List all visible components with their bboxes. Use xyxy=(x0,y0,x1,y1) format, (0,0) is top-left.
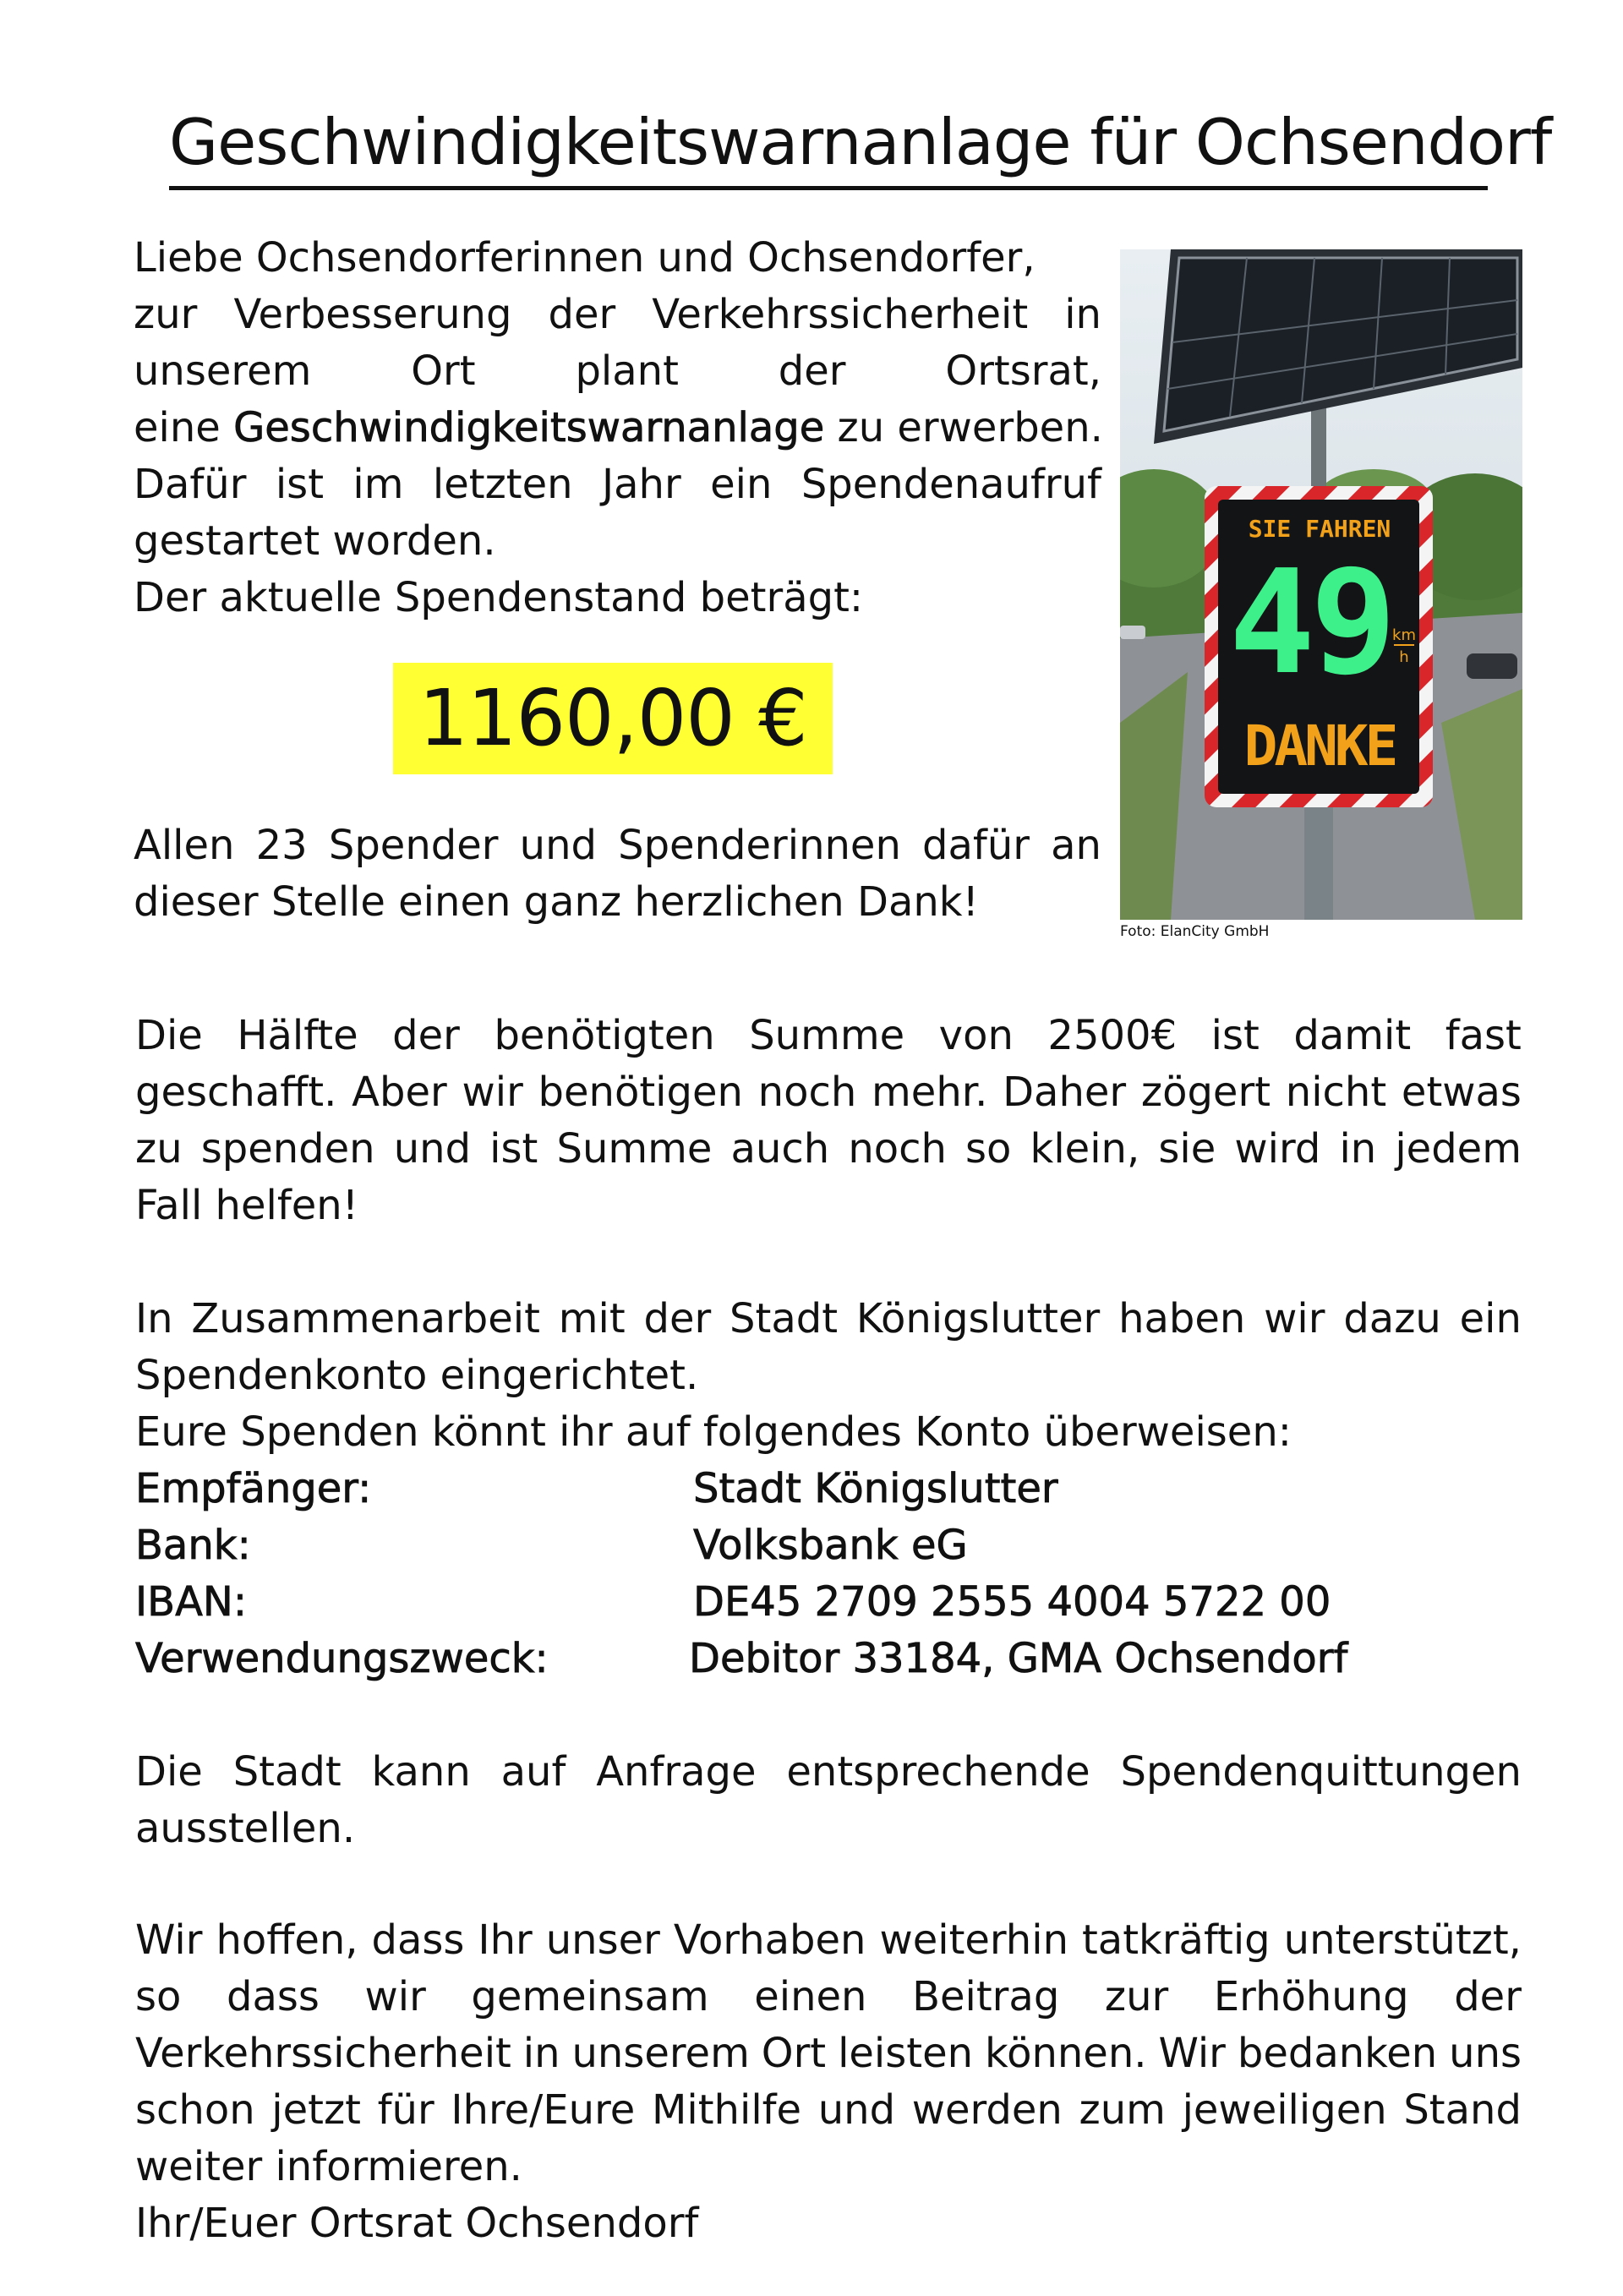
word: werden xyxy=(911,2086,1063,2134)
paragraph-closing xyxy=(135,1912,1522,2252)
word: Allen xyxy=(134,822,235,869)
sign-unit-bottom: h xyxy=(1399,648,1409,666)
word: hoffen, xyxy=(216,1916,358,1964)
word: der xyxy=(548,291,616,338)
word: benötigen xyxy=(538,1069,743,1116)
word: leisten xyxy=(838,2030,974,2077)
intro-line: Der aktuelle Spendenstand beträgt: xyxy=(134,574,864,621)
word: entsprechende xyxy=(786,1748,1090,1796)
word: an xyxy=(1051,822,1101,869)
word: zur xyxy=(1104,1973,1169,2020)
word: Hälfte xyxy=(237,1012,358,1059)
word: Ort xyxy=(411,347,476,395)
intro-line xyxy=(134,287,1101,343)
word: benötigten xyxy=(494,1012,715,1059)
word: ein xyxy=(1459,1295,1522,1342)
word: Verkehrssicherheit xyxy=(652,291,1029,338)
word: Beitrag xyxy=(912,1973,1060,2020)
intro-line xyxy=(134,400,1101,456)
word: Anfrage xyxy=(596,1748,757,1796)
word: Stand xyxy=(1403,2086,1522,2134)
word: 23 xyxy=(255,822,308,869)
bank-value: Volksbank eG xyxy=(693,1522,968,1569)
word: Spender xyxy=(328,822,499,869)
word: weiterhin xyxy=(879,1916,1068,1964)
word: der xyxy=(1454,1973,1522,2020)
word: fast xyxy=(1445,1012,1522,1059)
word: Mithilfe xyxy=(651,2086,802,2134)
word: ein xyxy=(710,461,773,508)
word: Zusammenarbeit xyxy=(191,1295,540,1342)
bank-row-recipient xyxy=(135,1461,1522,1517)
word: Stadt xyxy=(730,1295,839,1342)
word: noch xyxy=(757,1069,857,1116)
word: unserem xyxy=(571,2030,750,2077)
bank-row-iban xyxy=(135,1574,1522,1631)
word: dafür xyxy=(922,822,1030,869)
word: zu xyxy=(135,1125,183,1173)
word: können. xyxy=(984,2030,1147,2077)
word: zum xyxy=(1079,2086,1166,2134)
word: in xyxy=(522,2030,560,2077)
speed-sign-illustration xyxy=(1120,249,1522,920)
word: ist xyxy=(275,461,325,508)
bank-details xyxy=(135,1461,1522,1687)
word: wird xyxy=(1234,1125,1321,1173)
intro-text: zu erwerben. xyxy=(824,404,1103,451)
word: in xyxy=(1064,291,1101,338)
thanks-line xyxy=(134,817,1101,874)
paragraph-line: Eure Spenden könnt ihr auf folgendes Konto überweisen: xyxy=(135,1408,1292,1456)
word: jedem xyxy=(1395,1125,1522,1173)
word: damit xyxy=(1293,1012,1412,1059)
paragraph-line xyxy=(135,2025,1522,2082)
word: Spendenaufruf xyxy=(801,461,1101,508)
paragraph-line: ausstellen. xyxy=(135,1805,356,1852)
word: unser xyxy=(545,1916,660,1964)
word: dass xyxy=(226,1973,320,2020)
word: nicht xyxy=(1285,1069,1387,1116)
thanks-line: dieser Stelle einen ganz herzlichen Dank! xyxy=(134,878,979,926)
signature-line: Ihr/Euer Ortsrat Ochsendorf xyxy=(135,2200,699,2247)
purpose-label: Verwendungszweck: xyxy=(135,1635,549,1682)
word: bedanken xyxy=(1237,2030,1438,2077)
word: so xyxy=(965,1125,1012,1173)
word: wir xyxy=(1264,1295,1325,1342)
word: Summe xyxy=(749,1012,905,1059)
word: der xyxy=(643,1295,712,1342)
paragraph-account xyxy=(135,1291,1522,1461)
sign-unit-top: km xyxy=(1392,626,1416,644)
paragraph-receipts xyxy=(135,1744,1522,1857)
word: auch xyxy=(730,1125,830,1173)
word: noch xyxy=(848,1125,947,1173)
word: jetzt xyxy=(271,2086,361,2134)
recipient-value: Stadt Königslutter xyxy=(693,1465,1058,1512)
word: und xyxy=(519,822,597,869)
word: in xyxy=(1339,1125,1377,1173)
recipient-label: Empfänger: xyxy=(135,1465,372,1512)
word: Die xyxy=(135,1012,203,1059)
paragraph-line: weiter informieren. xyxy=(135,2143,522,2190)
word: zur xyxy=(134,291,198,338)
word: mit xyxy=(558,1295,626,1342)
word: 2500€ xyxy=(1047,1012,1178,1059)
word: In xyxy=(135,1295,173,1342)
sign-speed-text: 49 xyxy=(1228,539,1392,707)
word: Wir xyxy=(135,1916,203,1964)
intro-keyword: Geschwindigkeitswarnanlage xyxy=(233,404,825,451)
word: Die xyxy=(135,1748,203,1796)
intro-paragraph xyxy=(134,230,1101,626)
word: dazu xyxy=(1343,1295,1441,1342)
word: mehr. xyxy=(872,1069,988,1116)
bank-label: Bank: xyxy=(135,1522,251,1569)
paragraph-half-sum xyxy=(135,1008,1522,1234)
word: Verbesserung xyxy=(233,291,512,338)
word: gemeinsam xyxy=(471,1973,709,2020)
purpose-value: Debitor 33184, GMA Ochsendorf xyxy=(689,1635,1348,1682)
word: auf xyxy=(500,1748,566,1796)
sign-bottom-text: DANKE xyxy=(1243,713,1396,779)
paragraph-line xyxy=(135,1291,1522,1348)
page-title: Geschwindigkeitswarnanlage für Ochsendorf xyxy=(169,100,1488,190)
word: wir xyxy=(364,1973,426,2020)
word: so xyxy=(135,1973,182,2020)
paragraph-line: Spendenkonto eingerichtet. xyxy=(135,1352,699,1399)
paragraph-line xyxy=(135,1912,1522,1969)
intro-line xyxy=(134,343,1101,400)
word: von xyxy=(938,1012,1014,1059)
word: der xyxy=(778,347,846,395)
word: sie xyxy=(1158,1125,1216,1173)
word: Königslutter xyxy=(855,1295,1101,1342)
word: uns xyxy=(1449,2030,1522,2077)
intro-line: gestartet worden. xyxy=(134,517,496,565)
word: Wir xyxy=(1158,2030,1226,2077)
word: Summe xyxy=(556,1125,713,1173)
word: Aber xyxy=(352,1069,447,1116)
word: und xyxy=(393,1125,472,1173)
word: spenden xyxy=(200,1125,375,1173)
word: Ortsrat, xyxy=(945,347,1101,395)
word: und xyxy=(817,2086,896,2134)
paragraph-line: Fall helfen! xyxy=(135,1182,358,1229)
thanks-paragraph xyxy=(134,817,1101,931)
word: ist xyxy=(489,1125,538,1173)
paragraph-line xyxy=(135,1121,1522,1178)
intro-text: eine xyxy=(134,404,234,451)
iban-label: IBAN: xyxy=(135,1578,247,1626)
word: Ihre/Eure xyxy=(451,2086,636,2134)
bank-row-bank xyxy=(135,1517,1522,1574)
word: unserem xyxy=(134,347,312,395)
word: Erhöhung xyxy=(1213,1973,1409,2020)
word: kann xyxy=(371,1748,471,1796)
bank-row-purpose xyxy=(135,1631,1522,1687)
paragraph-line xyxy=(135,1008,1522,1064)
word: letzten xyxy=(432,461,573,508)
word: im xyxy=(352,461,404,508)
word: Vorhaben xyxy=(673,1916,866,1964)
word: dass xyxy=(371,1916,465,1964)
word: für xyxy=(377,2086,434,2134)
word: plant xyxy=(575,347,679,395)
word: zögert xyxy=(1140,1069,1271,1116)
photo-credit: Foto: ElanCity GmbH xyxy=(1120,923,1270,940)
word: tatkräftig xyxy=(1081,1916,1271,1964)
word: Spenderinnen xyxy=(618,822,901,869)
word: Ihr xyxy=(478,1916,533,1964)
iban-value: DE45 2709 2555 4004 5722 00 xyxy=(693,1578,1331,1626)
paragraph-line xyxy=(135,1064,1522,1121)
speed-sign-photo xyxy=(1120,249,1522,920)
paragraph-line xyxy=(135,1969,1522,2025)
word: Dafür xyxy=(134,461,247,508)
word: geschafft. xyxy=(135,1069,337,1116)
paragraph-line xyxy=(135,2082,1522,2139)
word: der xyxy=(392,1012,460,1059)
word: haben xyxy=(1118,1295,1246,1342)
paragraph-line xyxy=(135,1744,1522,1801)
word: ist xyxy=(1210,1012,1260,1059)
intro-line: Liebe Ochsendorferinnen und Ochsendorfer, xyxy=(134,234,1036,282)
word: klein, xyxy=(1030,1125,1140,1173)
intro-line xyxy=(134,456,1101,513)
word: Ort xyxy=(761,2030,827,2077)
sign-top-text: SIE FAHREN xyxy=(1248,515,1391,543)
word: Daher xyxy=(1003,1069,1127,1116)
word: unterstützt, xyxy=(1283,1916,1522,1964)
word: Stadt xyxy=(232,1748,342,1796)
word: Spendenquittungen xyxy=(1120,1748,1522,1796)
word: Verkehrssicherheit xyxy=(135,2030,511,2077)
word: wir xyxy=(462,1069,523,1116)
word: Jahr xyxy=(601,461,681,508)
word: einen xyxy=(754,1973,867,2020)
word: schon xyxy=(135,2086,255,2134)
donation-amount: 1160,00 € xyxy=(393,663,833,774)
word: jeweiligen xyxy=(1182,2086,1387,2134)
word: etwas xyxy=(1401,1069,1522,1116)
